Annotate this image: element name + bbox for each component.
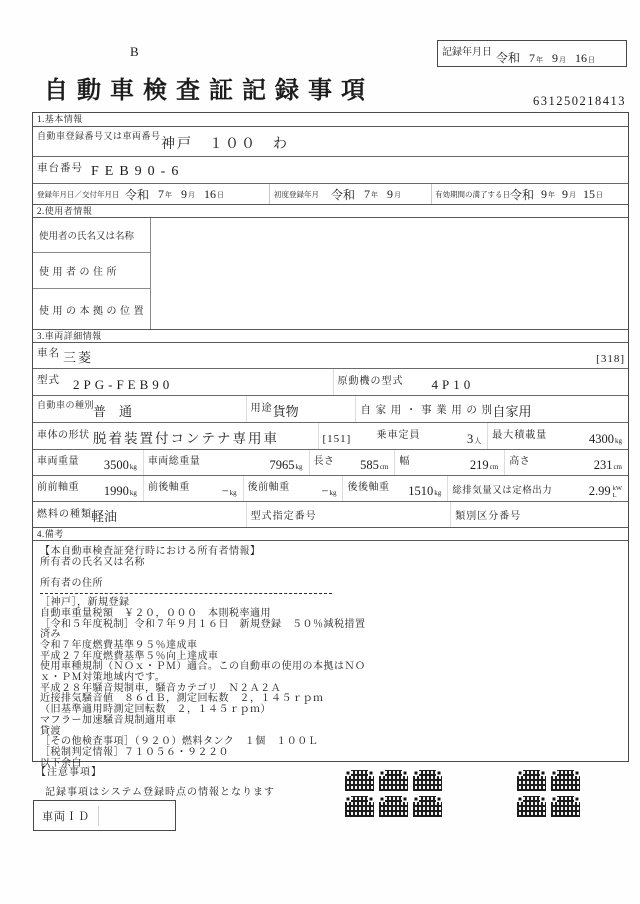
body-shape-cell xyxy=(33,423,318,449)
expiry-value xyxy=(510,184,603,205)
gross-weight-cell xyxy=(143,450,309,475)
year-unit: 年 xyxy=(548,190,556,199)
remark-line: 近接排気騒音値 ８６ｄＢ，測定回転数 ２，１４５ｒｐｍ xyxy=(40,693,324,705)
registration-number-row xyxy=(33,127,628,156)
section-vehicle-header: 3.車両詳細情報 xyxy=(33,329,628,343)
max-load-value: 4300kg xyxy=(589,432,622,446)
category-label: 自動車の種別 xyxy=(37,400,95,410)
era-text: 令和 xyxy=(125,188,150,202)
remark-line: 令和７年度燃費基準９５％達成車 xyxy=(40,639,198,651)
section-remarks-header: 4.備考 xyxy=(33,527,628,541)
fuel-type-cell xyxy=(33,502,246,527)
qr-code xyxy=(345,796,374,817)
chassis-label: 車台番号 xyxy=(37,163,83,174)
category-row xyxy=(33,395,628,422)
remark-line: ［神戸］，新規登録 xyxy=(40,597,130,609)
capacity-value: 3人 xyxy=(466,432,482,446)
dates-row xyxy=(33,183,628,204)
page-title: 自動車検査証記録事項 xyxy=(44,78,374,104)
vehicle-id-label: 車両ＩＤ xyxy=(42,810,90,823)
classification-cell xyxy=(450,502,628,527)
remark-line: 平成２７年度燃費基準５％向上達成車 xyxy=(40,650,219,662)
day-unit: 日 xyxy=(588,56,596,64)
qr-code xyxy=(413,796,442,817)
remark-line: ｘ・ＰＭ対策地域内です。 xyxy=(40,672,166,684)
qr-code xyxy=(551,796,580,817)
engine-model-label: 原動機の型式 xyxy=(337,376,404,387)
record-date-value xyxy=(496,49,595,66)
day-unit: 日 xyxy=(596,190,604,199)
gross-weight-label: 車両総重量 xyxy=(147,456,201,467)
axle-ff-label: 前前軸重 xyxy=(37,482,79,493)
main-table xyxy=(32,112,629,769)
remark-line: ［その他検査事項］（９２０）燃料タンク １個 １００Ｌ xyxy=(40,736,319,748)
remarks-body xyxy=(33,541,628,769)
category-value: 普 通 xyxy=(93,404,133,419)
year-unit: 年 xyxy=(371,190,379,199)
year-value: 9 xyxy=(541,187,548,201)
car-name-value: 三菱 xyxy=(63,350,94,365)
fuel-type-label: 燃料の種類 xyxy=(37,509,92,520)
body-shape-code: [151] xyxy=(322,433,352,445)
qr-code xyxy=(345,770,374,791)
ownership-value: 自家用 xyxy=(492,404,532,419)
weights-row xyxy=(33,449,628,475)
month-unit: 月 xyxy=(559,56,567,64)
output-label: 総排気量又は定格出力 xyxy=(452,485,553,496)
ownership-label: 自 家 用 ・ 事 業 用 の 別 xyxy=(360,404,493,416)
axle-fr-cell xyxy=(143,476,243,501)
qr-code xyxy=(517,770,546,791)
axle-rr-cell xyxy=(342,476,447,501)
month-value: 9 xyxy=(181,187,188,201)
month-value: 9 xyxy=(562,187,569,201)
axle-weights-row xyxy=(33,475,628,501)
vehicle-weight-value: 3500kg xyxy=(103,458,137,472)
use-value: 貨物 xyxy=(272,404,299,419)
axle-rf-value: −kg xyxy=(321,484,337,498)
model-row xyxy=(33,368,628,395)
length-label: 長さ xyxy=(313,456,335,467)
record-date-box xyxy=(437,40,627,67)
remark-line: ［税制判定情報］７１０５６・９２２０ xyxy=(40,746,229,758)
month-unit: 月 xyxy=(569,190,577,199)
remark-line: 平成２８年騒音規制車，騒音カテゴリ Ｎ２Ａ２Ａ xyxy=(40,682,282,694)
section-user-header: 2.使用者情報 xyxy=(33,204,628,218)
record-date-era: 令和 xyxy=(496,51,521,65)
axle-ff-value: 1990kg xyxy=(103,484,137,498)
owner-address-label: 所有者の住所 xyxy=(40,578,103,590)
remark-line: ［令和５年度税制］令和７年９月１６日 新規登録 ５０％減税措置 xyxy=(40,618,366,630)
category-cell xyxy=(33,396,246,422)
remark-line: 貸渡 xyxy=(40,725,61,737)
model-value: 2PG-FEB90 xyxy=(73,377,174,392)
car-name-code: [318] xyxy=(596,353,625,365)
qr-code xyxy=(413,770,442,791)
vehicle-weight-cell xyxy=(33,450,143,475)
day-value: 15 xyxy=(583,187,596,201)
axle-rr-label: 後後軸重 xyxy=(347,482,390,493)
user-base-label: 使 用 の 本 拠 の 位 置 xyxy=(33,289,151,329)
chassis-number-row xyxy=(33,156,628,183)
record-date-month: 9 xyxy=(552,51,559,65)
month-unit: 月 xyxy=(394,190,402,199)
user-address-label: 使 用 者 の 住 所 xyxy=(33,253,151,289)
qr-code xyxy=(379,796,408,817)
car-name-row xyxy=(33,343,628,368)
reg-date-value xyxy=(125,184,224,205)
chassis-value: FEB90-6 xyxy=(91,164,185,179)
day-value: 16 xyxy=(204,187,217,201)
height-label: 高さ xyxy=(509,456,531,467)
use-cell xyxy=(246,396,356,422)
reg-number-label: 自動車登録番号又は車両番号 xyxy=(37,131,161,141)
axle-rf-cell xyxy=(243,476,343,501)
model-cell xyxy=(33,369,333,395)
vehicle-id-box xyxy=(33,800,176,831)
document-number: 631250218413 xyxy=(533,94,626,108)
height-value: 231cm xyxy=(593,458,622,472)
model-label: 型式 xyxy=(37,375,60,386)
output-cell xyxy=(447,476,628,501)
liter-unit: L xyxy=(612,491,617,499)
qr-code xyxy=(517,796,546,817)
year-unit: 年 xyxy=(165,190,173,199)
remark-line: 【本自動車検査証発行時における所有者情報】 xyxy=(40,546,261,557)
notes-body: 記録事項はシステム登録時点の情報となります xyxy=(45,787,275,798)
length-value: 585cm xyxy=(360,458,389,472)
remark-line: 使用車種規制（ＮＯｘ・ＰＭ）適合。この自動車の使用の本拠はＮＯ xyxy=(40,661,366,673)
record-date-year: 7 xyxy=(529,51,536,65)
month-value: 9 xyxy=(387,187,394,201)
reg-number-value: 神戸 １００ わ xyxy=(161,137,289,152)
engine-cell xyxy=(333,369,629,395)
remark-line: マフラー加速騒音規制適用車 xyxy=(40,714,177,726)
expiry-label: 有効期間の満了する日 xyxy=(435,190,510,199)
width-label: 幅 xyxy=(399,456,410,467)
body-shape-value: 脱着装置付コンテナ専用車 xyxy=(93,431,279,446)
user-name-label: 使用者の氏名又は名称 xyxy=(33,218,151,253)
year-value: 7 xyxy=(158,187,165,201)
user-info-section xyxy=(33,218,628,329)
remark-line: （旧基準適用時測定回転数 ２，１４５ｒｐｍ） xyxy=(40,704,271,716)
type-designation-cell xyxy=(246,502,451,527)
capacity-label: 乗車定員 xyxy=(376,430,421,441)
vehicle-weight-label: 車両重量 xyxy=(37,456,79,467)
length-cell xyxy=(309,450,395,475)
first-reg-label: 初度登録年月 xyxy=(274,190,319,199)
form-type-mark: B xyxy=(130,44,139,59)
axle-fr-value: −kg xyxy=(221,484,237,498)
fuel-type-value: 軽油 xyxy=(91,509,118,524)
remark-line: 済み xyxy=(40,629,61,641)
era-text: 令和 xyxy=(331,188,356,202)
section-basic-header: 1.基本情報 xyxy=(33,113,628,127)
width-value: 219cm xyxy=(469,458,499,472)
fuel-row xyxy=(33,501,628,527)
axle-fr-label: 前後軸重 xyxy=(147,482,190,493)
blank-line xyxy=(40,568,620,579)
month-unit: 月 xyxy=(188,190,196,199)
axle-ff-cell xyxy=(33,476,143,501)
notes-title: 【注意事項】 xyxy=(36,767,102,778)
reg-date-label: 登録年月日／交付年月日 xyxy=(37,190,120,199)
divider xyxy=(98,806,99,826)
qr-code xyxy=(551,770,580,791)
remark-line: 以下余白 xyxy=(40,757,82,769)
width-cell xyxy=(394,450,504,475)
axle-rf-label: 後前軸重 xyxy=(247,482,290,493)
era-text: 令和 xyxy=(510,188,535,202)
axle-rr-value: 1510kg xyxy=(408,484,442,498)
use-label: 用途 xyxy=(250,403,273,414)
year-unit: 年 xyxy=(536,56,544,64)
type-designation-label: 型式指定番号 xyxy=(250,511,317,522)
ownership-cell xyxy=(355,396,628,422)
max-load-label: 最大積載量 xyxy=(492,430,548,441)
body-shape-label: 車体の形状 xyxy=(37,430,90,441)
remark-line: 自動車重量税額 ￥２０，０００ 本則税率適用 xyxy=(40,607,271,619)
year-value: 7 xyxy=(364,187,371,201)
record-date-label: 記録年月日 xyxy=(442,47,492,58)
qr-code xyxy=(379,770,408,791)
day-unit: 日 xyxy=(217,190,225,199)
body-shape-row xyxy=(33,422,628,449)
max-load-cell xyxy=(487,423,628,449)
engine-model-value: 4P10 xyxy=(431,377,475,392)
owner-name-label: 所有者の氏名又は名称 xyxy=(40,556,145,568)
dashed-divider xyxy=(40,593,332,594)
divider xyxy=(431,184,432,204)
record-date-day: 16 xyxy=(575,51,588,65)
capacity-cell xyxy=(318,423,488,449)
car-name-label: 車名 xyxy=(37,348,60,359)
gross-weight-value: 7965kg xyxy=(269,458,303,472)
kw-unit: kW xyxy=(612,485,622,492)
first-reg-value xyxy=(331,184,401,205)
height-cell xyxy=(504,450,628,475)
output-value: 2.99 kW L xyxy=(588,484,622,499)
divider xyxy=(269,184,270,204)
classification-label: 類別区分番号 xyxy=(455,511,522,522)
